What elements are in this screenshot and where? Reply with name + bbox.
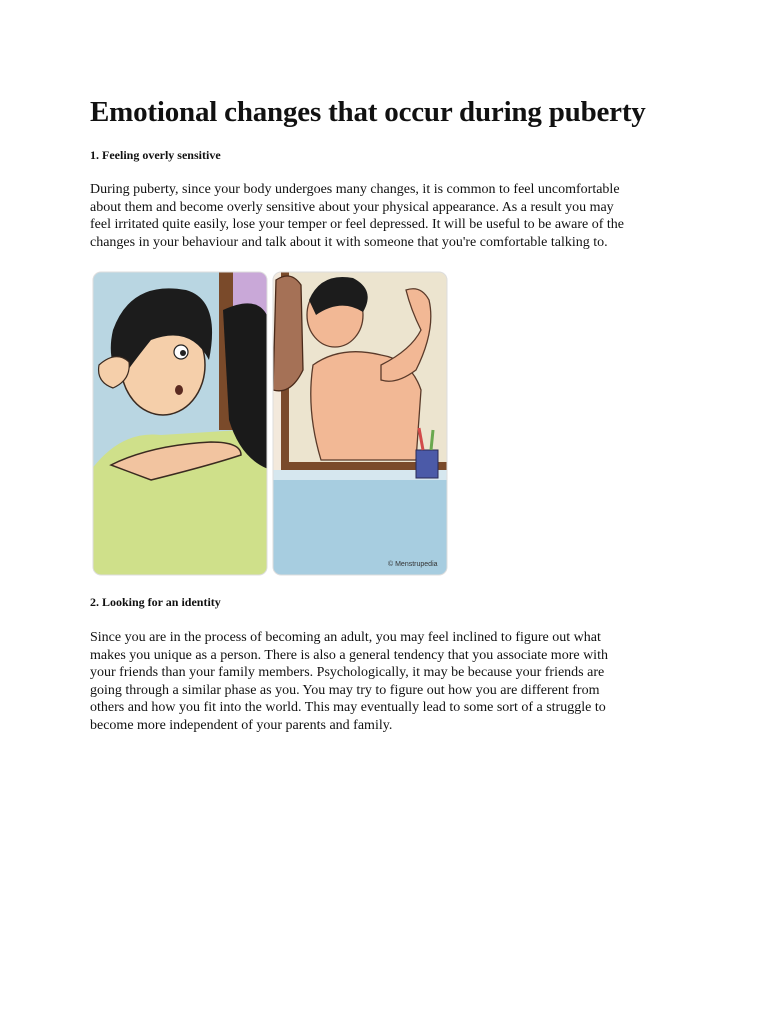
section-heading-1: 1. Feeling overly sensitive — [90, 148, 221, 162]
illustration-credit: © Menstrupedia — [388, 561, 438, 568]
paragraph-line: Since you are in the process of becoming an adult, you may feel inclined to figure out what — [90, 630, 601, 645]
puberty-illustration — [91, 270, 449, 577]
paragraph-line: others and how you fit into the world. This may eventually lead to some sort of a struggle to — [90, 700, 606, 716]
section-paragraph-1 — [90, 181, 680, 251]
section-heading-2: 2. Looking for an identity — [90, 595, 221, 609]
paragraph-line: your friends than your family members. Psychologically, it may be because your friends are — [90, 665, 605, 681]
paragraph-line: become more independent of your parents and family. — [90, 717, 393, 733]
section-paragraph-2 — [90, 629, 680, 735]
illustration-svg — [91, 270, 449, 577]
paragraph-line: about them and become overly sensitive about your physical appearance. As a result you may — [90, 199, 614, 215]
left-panel-girl — [91, 270, 273, 577]
right-panel-boy — [271, 270, 449, 577]
paragraph-line: makes you unique as a person. There is also a general tendency that you associate more with — [90, 647, 608, 663]
paragraph-line: going through a similar phase as you. You may try to figure out how you are different from — [90, 682, 600, 698]
paragraph-line: feel irritated quite easily, lose your temper or feel depressed. It will be useful to be aware of the — [90, 217, 624, 233]
paragraph-line: changes in your behaviour and talk about it with someone that you're comfortable talking to. — [90, 234, 608, 250]
paragraph-line: During puberty, since your body undergoes many changes, it is common to feel uncomfortable — [90, 182, 620, 197]
page-title: Emotional changes that occur during puberty — [90, 96, 646, 128]
